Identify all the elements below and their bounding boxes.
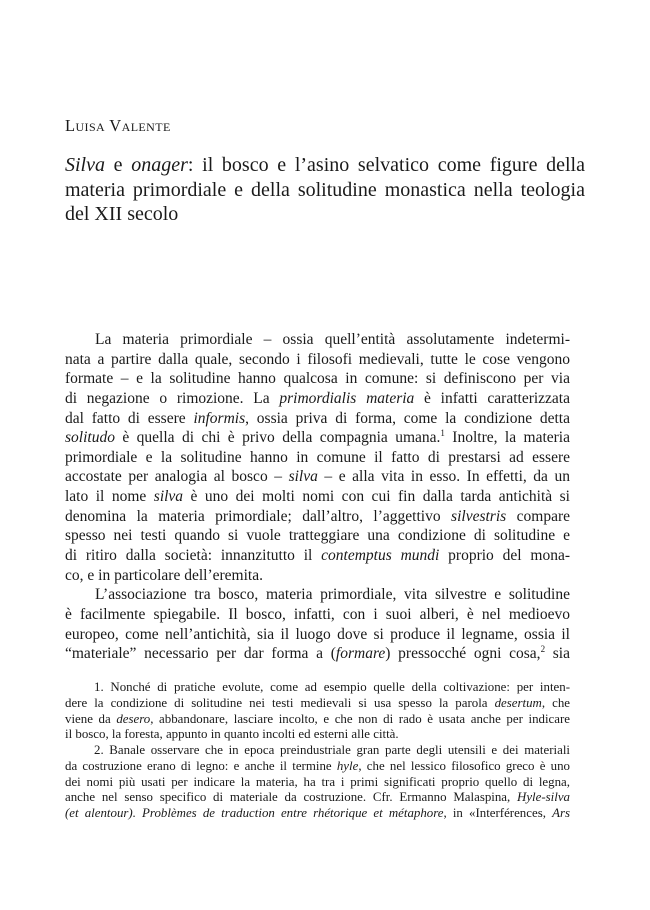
- italic-term: silva: [288, 468, 318, 486]
- body-line: accostate per analogia al bosco – silva – e alla vita in esso. In effetti, da un: [65, 468, 571, 486]
- italic-term: desertum: [494, 695, 542, 710]
- body-line: formate – e la solitudine hanno qualcosa in comune: si definiscono per via: [65, 370, 570, 388]
- body-line: nata a partire dalla quale, secondo i filosofi medievali, tutte le cose vengono: [65, 350, 570, 368]
- body-line: spesso nei testi quando si vuole tratteggiare una condizione di solitudine e: [65, 527, 570, 545]
- footnotes: [65, 680, 570, 822]
- body-line: di ritiro dalla società: innanzitutto il contemptus mundi proprio del mona-: [65, 547, 570, 565]
- title-term-silva: Silva: [65, 154, 105, 176]
- body-line: L’associazione tra bosco, materia primordiale, vita silvestre e solitudine: [95, 586, 570, 604]
- footnote-2-line: (et alentour). Problèmes de traduction entre rhétorique et métaphore, in «Interférences, Ars: [65, 806, 570, 820]
- paper-title: [65, 153, 585, 227]
- body-line: dal fatto di essere informis, ossia priva di forma, come la condizione detta: [65, 409, 570, 427]
- italic-term: Ars: [552, 806, 570, 820]
- body-line: primordiale e la solitudine hanno in comune il fatto di prestarsi ad essere: [65, 448, 570, 466]
- italic-term: silvestris: [451, 507, 507, 525]
- body-line: lato il nome silva è uno dei molti nomi con cui fin dalla tarda antichità si: [65, 488, 570, 506]
- title-term-onager: onager: [131, 154, 188, 176]
- italic-term: primordialis materia: [279, 389, 415, 407]
- italic-term: hyle: [336, 758, 359, 773]
- italic-term: informis: [193, 409, 246, 427]
- footnote-2-line: da costruzione erano di legno: e anche il termine hyle, che nel lessico filosofico greco è uno: [65, 758, 570, 773]
- author-name: Luisa Valente: [65, 116, 171, 135]
- footnote-1-line: il bosco, la foresta, appunto in quanto incolti ed esterni alle città.: [65, 727, 399, 742]
- body-line: è facilmente spiegabile. Il bosco, infatti, con i suoi alberi, è nel medioevo: [65, 605, 570, 623]
- body-line: “materiale” necessario per dar forma a (formare) pressocché ogni cosa,$^2$ sia: [65, 644, 570, 663]
- body-line: co, e in particolare dell’eremita.: [65, 566, 263, 584]
- italic-term: contemptus mundi: [321, 547, 440, 565]
- title-line-1: [65, 153, 585, 178]
- footnote-ref-2[interactable]: 2: [540, 644, 546, 655]
- italic-term: desero: [116, 711, 151, 726]
- body-line: denomina la materia primordiale; dall’altro, l’aggettivo silvestris compare: [65, 507, 570, 525]
- body-line: La materia primordiale – ossia quell’entità assolutamente indetermi-: [95, 331, 570, 348]
- italic-term: (et alentour). Problèmes de traduction entre rhétorique et métaphore: [65, 806, 444, 820]
- body-line: europeo, come nell’antichità, sia il luogo dove si produce il legname, ossia il: [65, 625, 570, 643]
- title-line-3: del XII secolo: [65, 203, 179, 225]
- body-line: solitudo è quella di chi è privo della compagnia umana.$^1$ Inoltre, la materia: [65, 428, 570, 447]
- italic-term: solitudo: [65, 429, 115, 447]
- footnote-ref-1[interactable]: 1: [440, 428, 445, 439]
- footnote-2-line: dei nomi più usati per indicare la materia, ha tra i primi significati proprio quello di legna,: [65, 774, 570, 789]
- footnote-1-line: dere la condizione di solitudine nei testi medievali si usa spesso la parola desertum, che: [65, 695, 570, 710]
- title-line-2: materia primordiale e della solitudine monastica nella teologia: [65, 178, 585, 201]
- title-text: : il bosco e l’asino selvatico come figure della: [187, 154, 585, 176]
- italic-term: Hyle-silva: [517, 790, 570, 805]
- title-text: e: [105, 154, 132, 176]
- body-line: di negazione o rimozione. La primordialis materia è infatti caratterizzata: [65, 389, 570, 407]
- footnote-2-line: anche nel senso specifico di materiale da costruzione. Cfr. Ermanno Malaspina, Hyle-silva: [65, 790, 570, 805]
- footnote-1-line: viene da desero, abbandonare, lasciare incolto, e che non di rado è usata anche per indicare: [65, 711, 571, 726]
- body-text: [65, 330, 570, 664]
- footnote-2-line: 2. Banale osservare che in epoca preindustriale gran parte degli utensili e dei materiali: [94, 743, 570, 757]
- italic-term: silva: [153, 488, 184, 506]
- italic-term: formare: [335, 645, 386, 663]
- footnote-1-line: 1. Nonché di pratiche evolute, come ad esempio quelle della coltivazione: per inten-: [94, 680, 570, 694]
